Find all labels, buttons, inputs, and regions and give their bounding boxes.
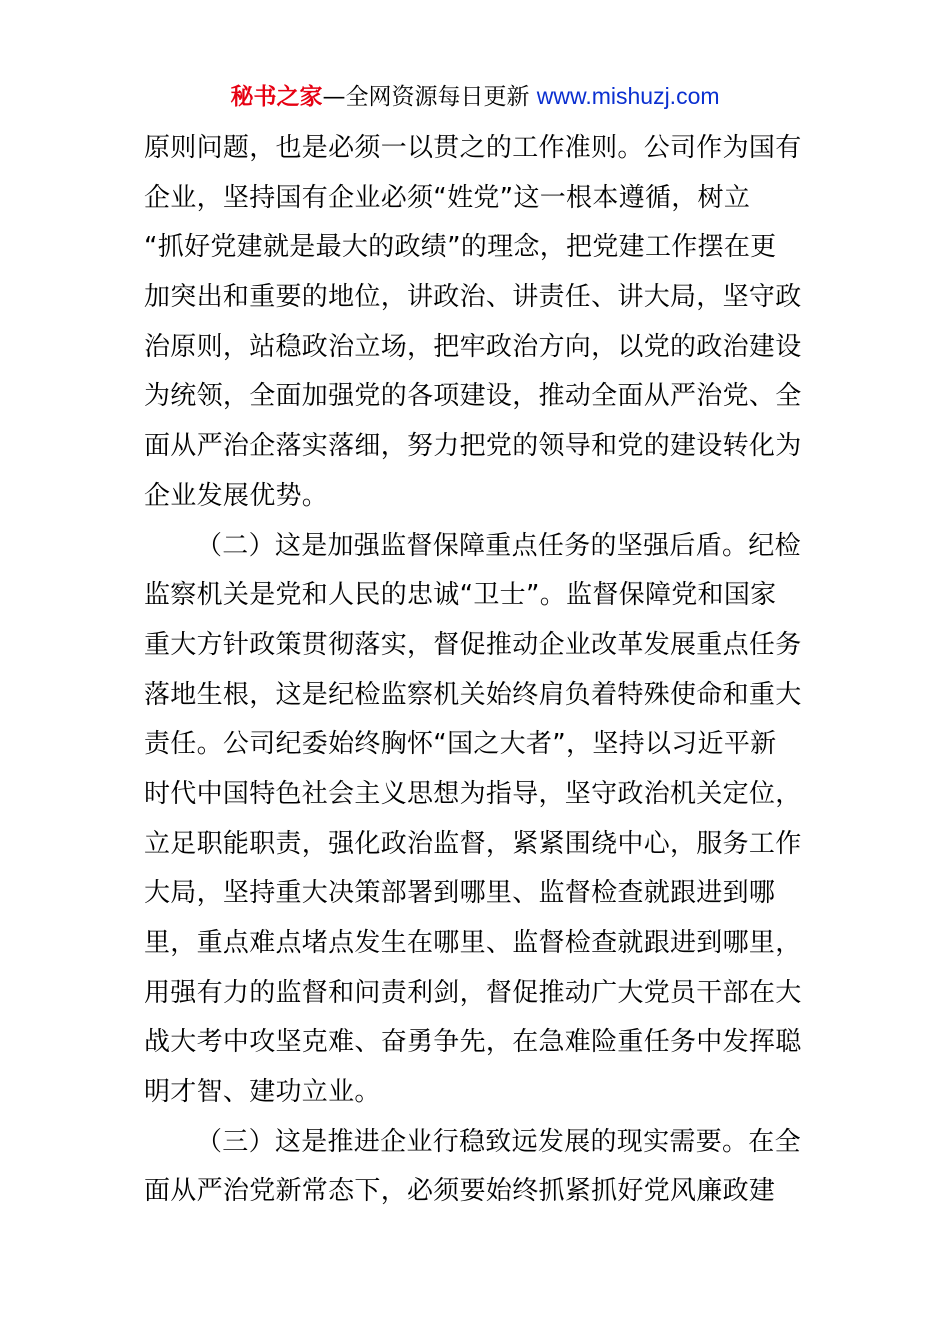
section-heading-3: （三）这是推进企业行稳致远发展的现实需要。在全 <box>196 1126 801 1157</box>
text-line: 战大考中攻坚克难、奋勇争先，在急难险重任务中发挥聪 <box>144 1027 802 1058</box>
site-link[interactable]: www.mishuzj.com <box>536 83 720 109</box>
text-line: 企业发展优势。 <box>144 480 329 511</box>
text-line: 为统领，全面加强党的各项建设，推动全面从严治党、全 <box>144 381 802 412</box>
page-header <box>0 80 950 113</box>
text-line: 时代中国特色社会主义思想为指导，坚守政治机关定位， <box>144 778 802 809</box>
text-line: 原则问题，也是必须一以贯之的工作准则。公司作为国有 <box>144 133 802 163</box>
text-line: “抓好党建就是最大的政绩”的理念，把党建工作摆在更 <box>144 232 777 263</box>
section-heading-2: （二）这是加强监督保障重点任务的坚强后盾。纪检 <box>196 530 801 561</box>
text-line: 重大方针政策贯彻落实，督促推动企业改革发展重点任务 <box>144 629 802 660</box>
text-line: 监察机关是党和人民的忠诚“卫士”。监督保障党和国家 <box>144 580 777 611</box>
text-line: 明才智、建功立业。 <box>144 1077 381 1108</box>
header-tagline: —全网资源每日更新 <box>322 84 537 110</box>
text-line: 面从严治企落实落细，努力把党的领导和党的建设转化为 <box>144 431 802 462</box>
text-line: 里，重点难点堵点发生在哪里、监督检查就跟进到哪里， <box>144 928 802 958</box>
text-line: 面从严治党新常态下，必须要始终抓紧抓好党风廉政建 <box>144 1176 776 1207</box>
text-line: 用强有力的监督和问责利剑，督促推动广大党员干部在大 <box>144 977 802 1008</box>
document-body <box>144 124 808 1217</box>
text-line: 加突出和重要的地位，讲政治、讲责任、讲大局，坚守政 <box>144 282 802 313</box>
text-line: 立足职能职责，强化政治监督，紧紧围绕中心，服务工作 <box>144 828 802 859</box>
text-line: 企业，坚持国有企业必须“姓党”这一根本遵循，树立 <box>144 182 751 213</box>
text-line: 治原则，站稳政治立场，把牢政治方向，以党的政治建设 <box>144 331 802 362</box>
text-line: 落地生根，这是纪检监察机关始终肩负着特殊使命和重大 <box>144 679 802 710</box>
text-line: 责任。公司纪委始终胸怀“国之大者”，坚持以习近平新 <box>144 729 777 760</box>
text-line: 大局，坚持重大决策部署到哪里、监督检查就跟进到哪 <box>144 878 776 909</box>
brand-name: 秘书之家 <box>230 84 323 110</box>
